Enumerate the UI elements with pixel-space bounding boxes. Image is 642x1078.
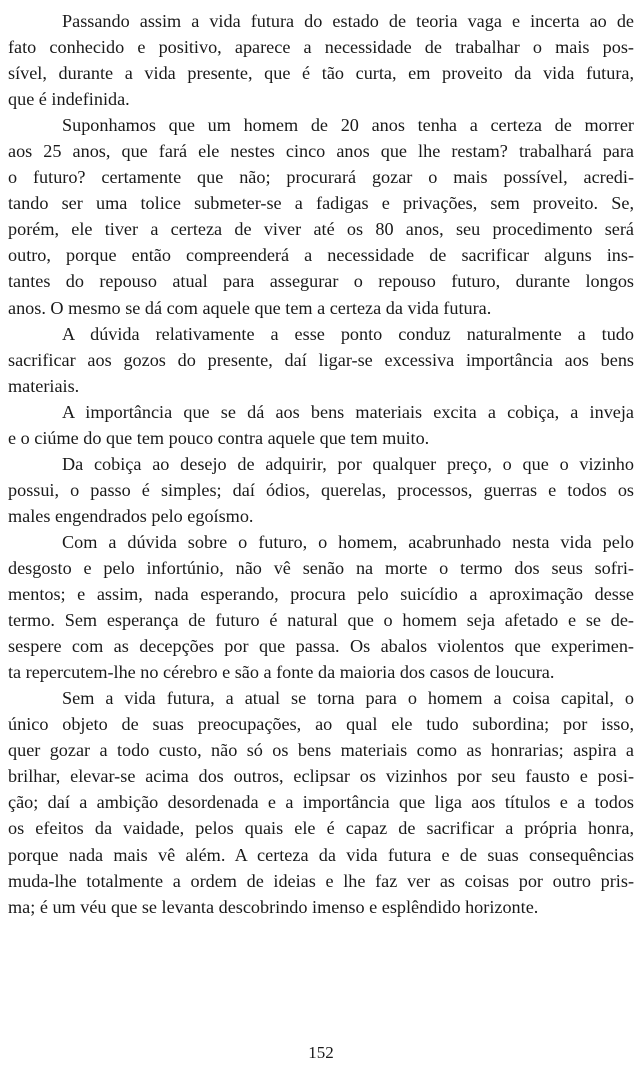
paragraph bbox=[8, 8, 634, 112]
text-line: tantes do repouso atual para assegurar o repouso futuro, durante longos bbox=[8, 271, 634, 292]
text-line: tando ser uma tolice submeter-se a fadigas e privações, sem proveito. Se, bbox=[8, 193, 634, 214]
text-line: ção; daí a ambição desordenada e a importância que liga aos títulos e a todos bbox=[8, 792, 634, 813]
text-line: males engendrados pelo egoísmo. bbox=[8, 505, 254, 526]
text-line: aos 25 anos, que fará ele nestes cinco anos que lhe restam? trabalhará para bbox=[8, 141, 634, 162]
text-line: Suponhamos que um homem de 20 anos tenha a certeza de morrer bbox=[62, 115, 634, 136]
text-line: possui, o passo é simples; daí ódios, querelas, processos, guerras e todos os bbox=[8, 479, 634, 500]
paragraph bbox=[8, 451, 634, 529]
text-line: Com a dúvida sobre o futuro, o homem, acabrunhado nesta vida pelo bbox=[62, 531, 634, 552]
text-line: ta repercutem-lhe no cérebro e são a fonte da maioria dos casos de loucura. bbox=[8, 662, 555, 683]
paragraph bbox=[8, 529, 634, 685]
paragraph bbox=[8, 399, 634, 451]
text-line: sacrificar aos gozos do presente, daí ligar-se excessiva importância aos bens bbox=[8, 349, 634, 370]
text-line: brilhar, elevar-se acima dos outros, eclipsar os vizinhos por seu fausto e posi- bbox=[8, 766, 634, 787]
text-line: fato conhecido e positivo, aparece a necessidade de trabalhar o mais pos- bbox=[8, 37, 634, 58]
text-line: mentos; e assim, nada esperando, procura pelo suicídio a aproximação desse bbox=[8, 584, 634, 605]
paragraph bbox=[8, 112, 634, 320]
text-line: Da cobiça ao desejo de adquirir, por qualquer preço, o que o vizinho bbox=[62, 453, 634, 474]
text-line: outro, porque então compreenderá a necessidade de sacrificar alguns ins- bbox=[8, 245, 634, 266]
text-line: os efeitos da vaidade, pelos quais ele é capaz de sacrificar a própria honra, bbox=[8, 818, 634, 839]
text-line: Sem a vida futura, a atual se torna para o homem a coisa capital, o bbox=[62, 688, 634, 709]
page-number: 152 bbox=[308, 1043, 334, 1062]
text-line: A dúvida relativamente a esse ponto conduz naturalmente a tudo bbox=[62, 323, 634, 344]
text-line: sível, durante a vida presente, que é tão curta, em proveito da vida futura, bbox=[8, 63, 634, 84]
paragraph bbox=[8, 321, 634, 399]
text-line: que é indefinida. bbox=[8, 89, 130, 110]
text-line: o futuro? certamente que não; procurará gozar o mais possível, acredi- bbox=[8, 167, 634, 188]
text-line: termo. Sem esperança de futuro é natural que o homem seja afetado e se de- bbox=[8, 610, 634, 631]
text-line: ma; é um véu que se levanta descobrindo imenso e esplêndido horizonte. bbox=[8, 896, 539, 917]
text-line: porque nada mais vê além. A certeza da vida futura e de suas consequências bbox=[8, 844, 634, 865]
text-line: muda-lhe totalmente a ordem de ideias e lhe faz ver as coisas por outro pris- bbox=[8, 870, 634, 891]
text-line: materiais. bbox=[8, 375, 80, 396]
text-line: anos. O mesmo se dá com aquele que tem a certeza da vida futura. bbox=[8, 297, 492, 318]
text-line: A importância que se dá aos bens materiais excita a cobiça, a inveja bbox=[62, 401, 634, 422]
text-line: e o ciúme do que tem pouco contra aquele que tem muito. bbox=[8, 427, 430, 448]
text-line: Passando assim a vida futura do estado de teoria vaga e incerta ao de bbox=[62, 11, 634, 31]
text-line: quer gozar a todo custo, não só os bens materiais como as honrarias; aspira a bbox=[8, 740, 634, 761]
text-line: porém, ele tiver a certeza de viver até os 80 anos, seu procedimento será bbox=[8, 219, 634, 240]
text-line: desgosto e pelo infortúnio, não vê senão na morte o termo dos seus sofri- bbox=[8, 557, 634, 578]
body-text bbox=[8, 8, 634, 920]
text-line: único objeto de suas preocupações, ao qual ele tudo subordina; por isso, bbox=[8, 714, 634, 735]
text-line: sespere com as decepções por que passa. Os abalos violentos que experimen- bbox=[8, 636, 634, 657]
paragraph bbox=[8, 685, 634, 919]
